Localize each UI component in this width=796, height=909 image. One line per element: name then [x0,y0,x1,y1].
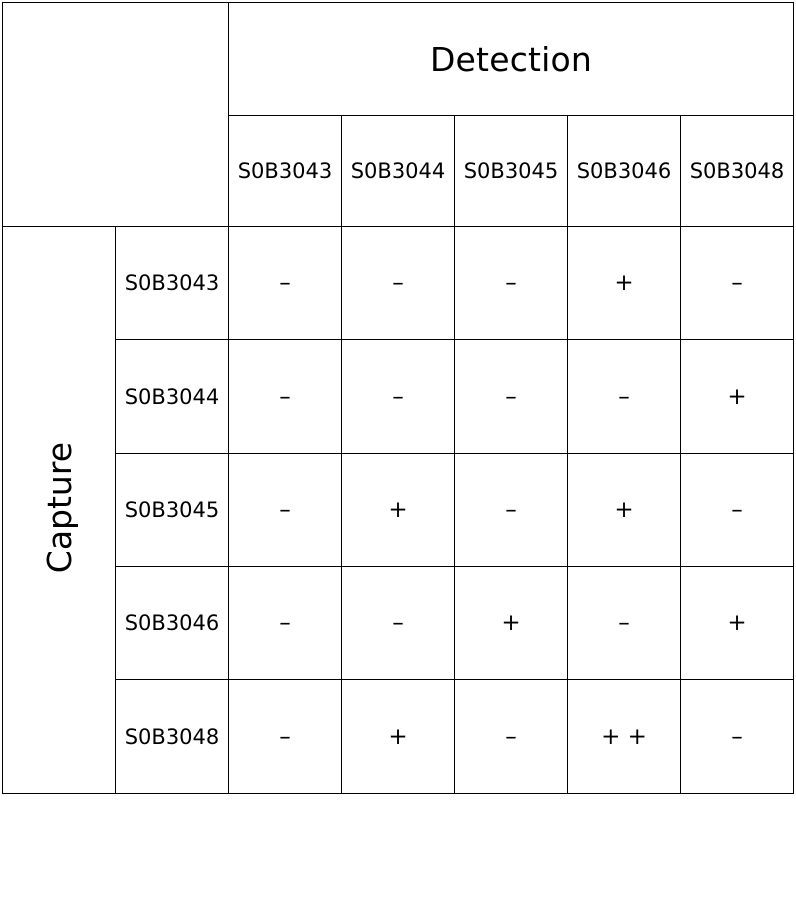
cell-2-3: + [568,453,681,566]
column-header-1: S0B3044 [342,116,455,227]
cell-0-0: – [229,227,342,340]
cell-4-0: – [229,680,342,794]
cell-3-3: – [568,567,681,680]
cell-1-3: – [568,340,681,453]
cell-4-4: – [681,680,794,794]
cell-1-1: – [342,340,455,453]
cell-0-4: – [681,227,794,340]
column-header-0: S0B3043 [229,116,342,227]
cell-1-4: + [681,340,794,453]
cell-2-4: – [681,453,794,566]
cell-3-0: – [229,567,342,680]
table-row [3,567,794,680]
row-header-2: S0B3045 [116,453,229,566]
corner-blank-cell [3,3,229,227]
row-header-0: S0B3043 [116,227,229,340]
table-row-group-header [3,3,794,116]
cell-3-2: + [455,567,568,680]
matrix-table-container [2,2,794,794]
row-header-1: S0B3044 [116,340,229,453]
cell-3-1: – [342,567,455,680]
row-header-3: S0B3046 [116,567,229,680]
column-header-3: S0B3046 [568,116,681,227]
column-header-2: S0B3045 [455,116,568,227]
capture-detection-matrix [2,2,794,794]
capture-group-label-text: Capture [39,442,79,574]
cell-2-2: – [455,453,568,566]
row-header-4: S0B3048 [116,680,229,794]
column-header-4: S0B3048 [681,116,794,227]
cell-0-2: – [455,227,568,340]
table-row [3,680,794,794]
cell-4-2: – [455,680,568,794]
cell-0-3: + [568,227,681,340]
cell-2-0: – [229,453,342,566]
cell-0-1: – [342,227,455,340]
capture-group-label [3,227,116,794]
table-row [3,340,794,453]
cell-1-0: – [229,340,342,453]
cell-4-1: + [342,680,455,794]
detection-group-label: Detection [229,3,794,116]
cell-4-3: + + [568,680,681,794]
cell-3-4: + [681,567,794,680]
cell-1-2: – [455,340,568,453]
cell-2-1: + [342,453,455,566]
table-row [3,453,794,566]
table-row [3,227,794,340]
